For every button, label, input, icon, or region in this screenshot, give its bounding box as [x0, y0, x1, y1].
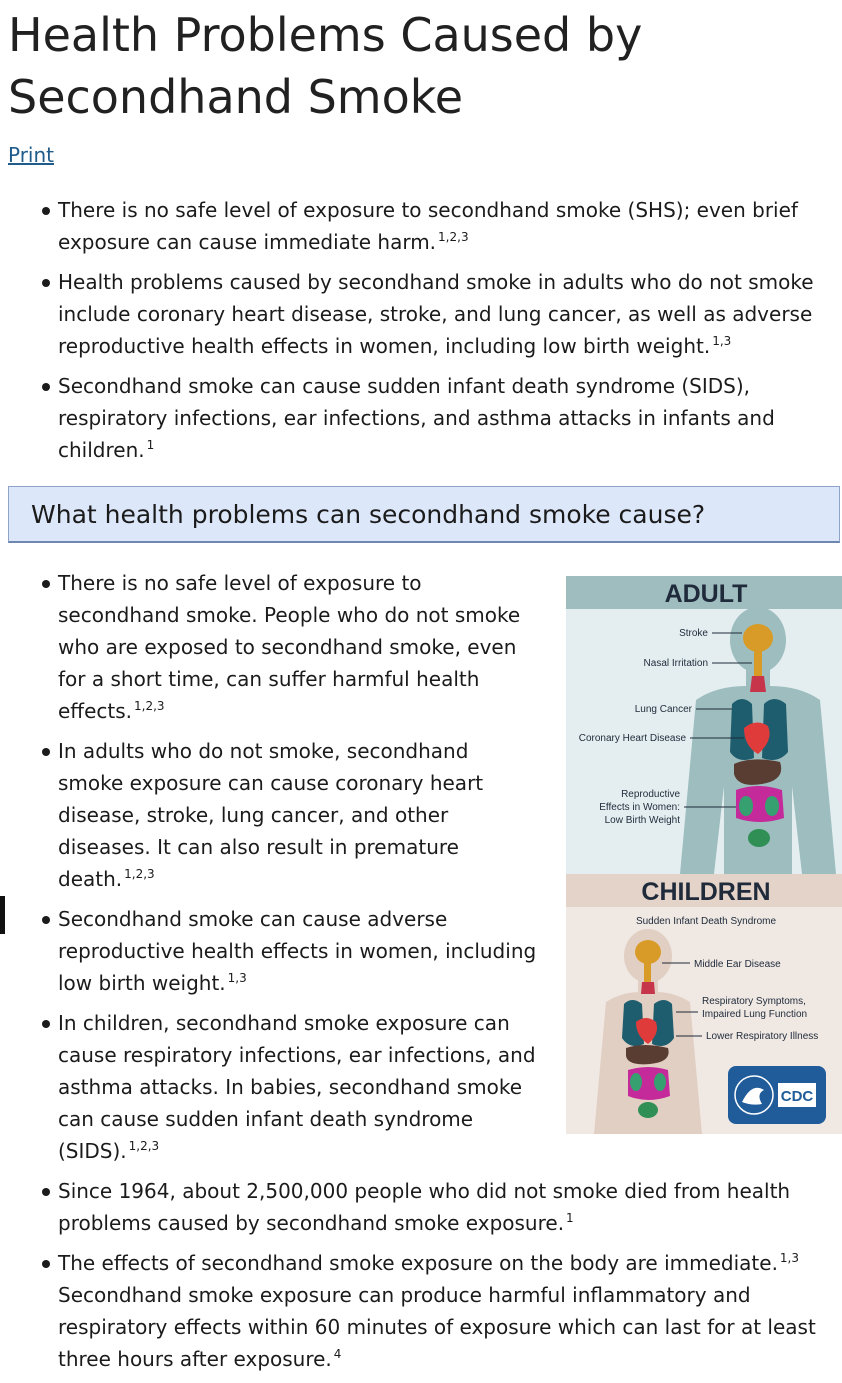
intro-bullet-1: [8, 194, 818, 258]
bullet-text: The effects of secondhand smoke exposure on the body are immediate.: [58, 1251, 778, 1275]
kidney-icon: [739, 796, 753, 816]
bullet-text: In adults who do not smoke, secondhand smoke exposure can cause coronary heart disease, stroke, lung cancer, and other diseases. It can also result in premature death.: [58, 739, 484, 891]
kidney-icon: [765, 796, 779, 816]
section-bullet-6: [8, 1247, 840, 1375]
section-header: [8, 486, 840, 543]
uterus-icon: [748, 829, 770, 847]
bullet-text: Secondhand smoke can cause adverse reproductive health effects in women, including low birth weight.: [58, 907, 537, 995]
cdc-logo-text: CDC: [780, 1088, 814, 1105]
secondhand-smoke-infographic: [566, 576, 842, 1134]
label-respiratory-1: Respiratory Symptoms,: [702, 996, 806, 1007]
bullet-text: Secondhand smoke can cause sudden infant death syndrome (SIDS), respiratory infections, ear infections, and asthma attacks in infants and children.: [58, 374, 775, 462]
bullet-text: In children, secondhand smoke exposure can cause respiratory infections, ear infections, and asthma attacks. In babies, secondhand smoke can cause sudden infant death syndrome (SIDS).: [58, 1011, 536, 1163]
reference-superscript[interactable]: 1,3: [712, 334, 732, 348]
child-brain-icon: [635, 940, 661, 964]
label-respiratory-2: Impaired Lung Function: [702, 1009, 808, 1020]
child-throat-icon: [641, 982, 655, 994]
reference-superscript[interactable]: 1: [566, 1211, 574, 1225]
label-lower-respiratory-illness: Lower Respiratory Illness: [706, 1031, 819, 1042]
page-title: Health Problems Caused by Secondhand Smoke: [8, 8, 643, 124]
reference-superscript[interactable]: 4: [333, 1347, 342, 1361]
intro-bullet-3: [8, 370, 818, 466]
brain-icon: [743, 624, 773, 652]
label-nasal-irritation: Nasal Irritation: [643, 658, 708, 669]
children-heading: CHILDREN: [641, 878, 771, 906]
intro-bullet-list: [8, 194, 818, 474]
label-reproductive-2: Effects in Women:: [599, 802, 680, 813]
label-stroke: Stroke: [679, 628, 708, 639]
adult-heading: ADULT: [664, 580, 748, 608]
label-sids: Sudden Infant Death Syndrome: [635, 916, 777, 927]
cdc-logo: [728, 1066, 826, 1124]
label-lung-cancer: Lung Cancer: [634, 704, 692, 715]
section-bullet-5: [8, 1175, 840, 1239]
reference-superscript[interactable]: 1,2,3: [438, 230, 469, 244]
child-kidney-icon: [630, 1073, 642, 1091]
bullet-text: Health problems caused by secondhand smoke in adults who do not smoke include coronary heart disease, stroke, and lung cancer, as well as adverse reproductive health effects in women, including low birth weight.: [58, 270, 814, 358]
reference-superscript[interactable]: 1,2,3: [124, 867, 155, 881]
label-reproductive-1: Reproductive: [621, 789, 680, 800]
reference-superscript[interactable]: 1,2,3: [128, 1139, 160, 1153]
reference-superscript[interactable]: 1,3: [779, 1251, 800, 1265]
reference-superscript[interactable]: 1: [146, 438, 155, 452]
bullet-text: Since 1964, about 2,500,000 people who did not smoke died from health problems caused by secondhand smoke exposure.: [58, 1179, 791, 1235]
throat-icon: [750, 676, 766, 692]
bullet-text: Secondhand smoke exposure can produce harmful inflammatory and respiratory effects within 60 minutes of exposure which can last for at least three hours after exposure.: [58, 1283, 816, 1371]
print-link[interactable]: Print: [8, 143, 55, 167]
section-heading: What health problems can secondhand smoke cause?: [31, 500, 706, 529]
child-kidney-icon: [654, 1073, 666, 1091]
reference-superscript[interactable]: 1,3: [227, 971, 247, 985]
label-coronary-heart-disease: Coronary Heart Disease: [578, 733, 686, 744]
bullet-text: There is no safe level of exposure to secondhand smoke (SHS); even brief exposure can cause immediate harm.: [58, 198, 798, 254]
child-bladder-icon: [638, 1102, 658, 1118]
bullet-text: There is no safe level of exposure to secondhand smoke. People who do not smoke who are exposed to secondhand smoke, even for a short time, can suffer harmful health effects.: [58, 571, 521, 723]
left-focus-marker: [0, 896, 5, 934]
label-reproductive-3: Low Birth Weight: [604, 815, 680, 826]
label-middle-ear-disease: Middle Ear Disease: [694, 959, 781, 970]
reference-superscript[interactable]: 1,2,3: [134, 699, 165, 713]
intro-bullet-2: [8, 266, 818, 362]
